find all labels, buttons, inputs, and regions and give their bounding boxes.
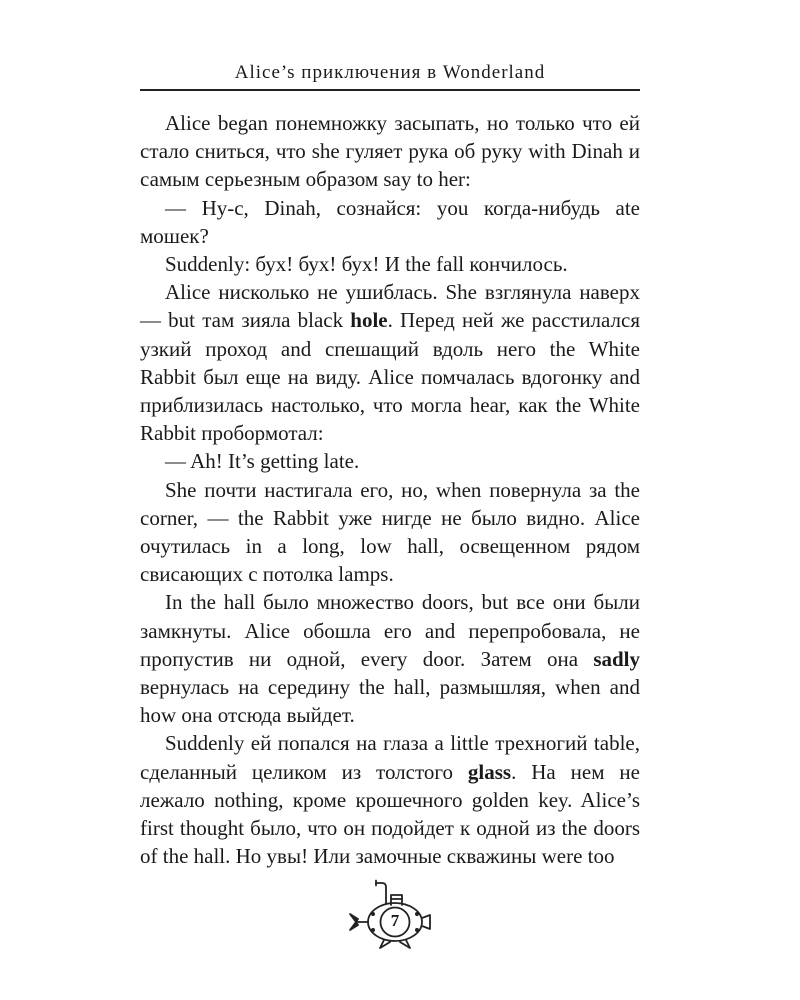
text-run: вернулась на середину the hall, размышляя, when and how она отсюда выйдет.	[140, 675, 640, 728]
text-run: . Перед ней же расстилался узкий проход and спешащий вдоль него the White Rabbit был еще на виду. Alice помчалась вдогонку and приблизилась настолько, что могла hear, как the White Rabbit пробормотал:	[140, 308, 640, 446]
header-rule	[140, 89, 640, 91]
text-run: . На нем не лежало nothing, кроме крошечного golden key. Alice’s first thought было, что он подойдет к одной из the doors of the hall. Но увы! Или замочные скважины were too	[140, 759, 640, 869]
text-run: — Ah! It’s getting late.	[165, 449, 360, 474]
paragraph	[140, 447, 640, 475]
text-run: Suddenly: бух! бух! бух! И the fall кончилось.	[165, 252, 568, 277]
body-text	[140, 109, 640, 870]
page-number: 7	[390, 911, 400, 930]
paragraph	[140, 194, 640, 250]
running-head: Alice’s приключения в Wonderland	[234, 62, 546, 83]
bold-word: hole	[350, 308, 388, 333]
text-run: — Ну-с, Dinah, сознайся: you когда-нибудь ate мошек?	[140, 195, 640, 248]
text-run: She почти настигала его, но, when повернула за the corner, — the Rabbit уже нигде не было видно. Alice очутилась in a long, low hall, освещенном рядом свисающих с потолка lamps.	[140, 477, 640, 587]
paragraph	[140, 729, 640, 870]
bold-word: glass	[467, 759, 512, 784]
paragraph	[140, 109, 640, 194]
text-run: Suddenly ей попался на глаза a little трехногий table, сделанный целиком из толстого	[140, 731, 640, 784]
paragraph	[140, 278, 640, 447]
page-number-ornament	[340, 878, 450, 958]
paragraph	[140, 476, 640, 589]
bold-word: sadly	[593, 646, 640, 671]
text-run: Alice нисколько не ушиблась. She взглянула наверх — but там зияла black	[140, 280, 640, 333]
paragraph	[140, 250, 640, 278]
paragraph	[140, 588, 640, 729]
text-run: In the hall было множество doors, but все они были замкнуты. Alice обошла его and перепробовала, не пропустив ни одной, every door. Затем она	[140, 590, 640, 671]
text-run: Alice began понемножку засыпать, но только что ей стало сниться, что she гуляет рука об руку with Dinah и самым серьезным образом say to her:	[140, 111, 640, 192]
